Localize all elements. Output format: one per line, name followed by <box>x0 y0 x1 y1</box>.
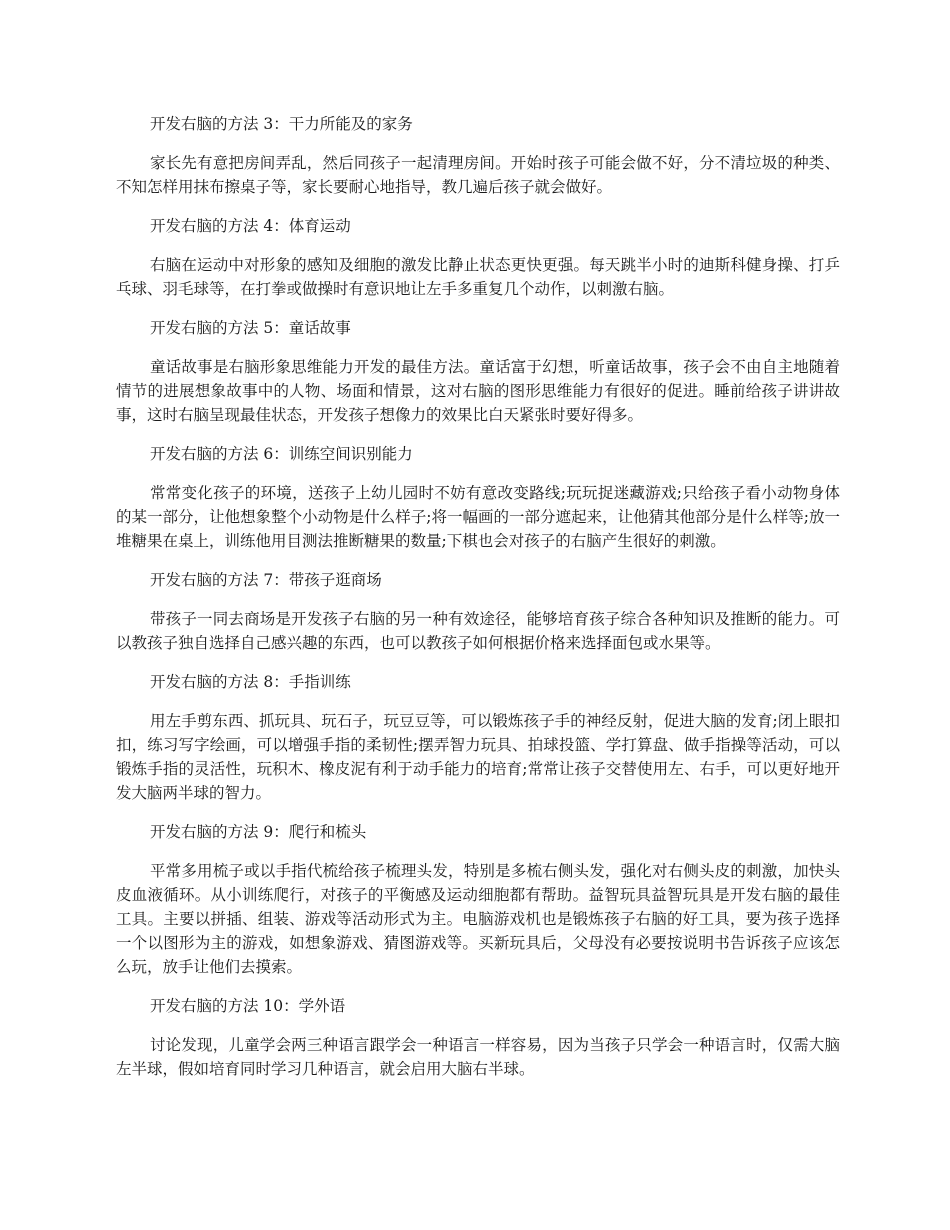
section-heading: 开发右脑的方法 8：手指训练 <box>150 673 351 691</box>
section-body: 右脑在运动中对形象的感知及细胞的激发比静止状态更快更强。每天跳半小时的迪斯科健身操、打乒乓球、羽毛球等，在打拳或做操时有意识地让左手多重复几个动作，以刺激右脑。 <box>116 256 840 298</box>
section-heading: 开发右脑的方法 9：爬行和梳头 <box>150 823 367 841</box>
document-page <box>116 112 840 1096</box>
section-heading: 开发右脑的方法 4：体育运动 <box>150 217 351 235</box>
section-heading: 开发右脑的方法 3：干力所能及的家务 <box>150 115 413 133</box>
section-heading: 开发右脑的方法 7：带孩子逛商场 <box>150 571 382 589</box>
section-body: 讨论发现，儿童学会两三种语言跟学会一种语言一样容易，因为当孩子只学会一种语言时，仅需大脑左半球，假如培育同时学习几种语言，就会启用大脑右半球。 <box>116 1036 840 1078</box>
section-heading: 开发右脑的方法 10：学外语 <box>150 997 346 1015</box>
section-body: 常常变化孩子的环境，送孩子上幼儿园时不妨有意改变路线;玩玩捉迷藏游戏;只给孩子看小动物身体的某一部分，让他想象整个小动物是什么样子;将一幅画的一部分遮起来，让他猜其他部分是什么样等;放一堆糖果在桌上，训练他用目测法推断糖果的数量;下棋也会对孩子的右脑产生很好的刺激。 <box>116 484 840 550</box>
section-heading: 开发右脑的方法 6：训练空间识别能力 <box>150 445 413 463</box>
section-body: 家长先有意把房间弄乱，然后同孩子一起清理房间。开始时孩子可能会做不好，分不清垃圾的种类、不知怎样用抹布擦桌子等，家长要耐心地指导，教几遍后孩子就会做好。 <box>116 154 840 196</box>
section-body: 用左手剪东西、抓玩具、玩石子，玩豆豆等，可以锻炼孩子手的神经反射，促进大脑的发育;闭上眼扣扣，练习写字绘画，可以增强手指的柔韧性;摆弄智力玩具、拍球投篮、学打算盘、做手指操等活动，可以锻炼手指的灵活性，玩积木、橡皮泥有利于动手能力的培育;常常让孩子交替使用左、右手，可以更好地开发大脑两半球的智力。 <box>116 712 840 802</box>
section-body: 平常多用梳子或以手指代梳给孩子梳理头发，特别是多梳右侧头发，强化对右侧头皮的刺激，加快头皮血液循环。从小训练爬行，对孩子的平衡感及运动细胞都有帮助。益智玩具益智玩具是开发右脑的最佳工具。主要以拼插、组装、游戏等活动形式为主。电脑游戏机也是锻炼孩子右脑的好工具，要为孩子选择一个以图形为主的游戏，如想象游戏、猜图游戏等。买新玩具后，父母没有必要按说明书告诉孩子应该怎么玩，放手让他们去摸索。 <box>116 862 840 976</box>
section-body: 带孩子一同去商场是开发孩子右脑的另一种有效途径，能够培育孩子综合各种知识及推断的能力。可以教孩子独自选择自己感兴趣的东西，也可以教孩子如何根据价格来选择面包或水果等。 <box>116 610 840 652</box>
section-heading: 开发右脑的方法 5：童话故事 <box>150 319 351 337</box>
section-body: 童话故事是右脑形象思维能力开发的最佳方法。童话富于幻想，听童话故事，孩子会不由自主地随着情节的进展想象故事中的人物、场面和情景，这对右脑的图形思维能力有很好的促进。睡前给孩子讲讲故事，这时右脑呈现最佳状态，开发孩子想像力的效果比白天紧张时要好得多。 <box>116 358 840 424</box>
